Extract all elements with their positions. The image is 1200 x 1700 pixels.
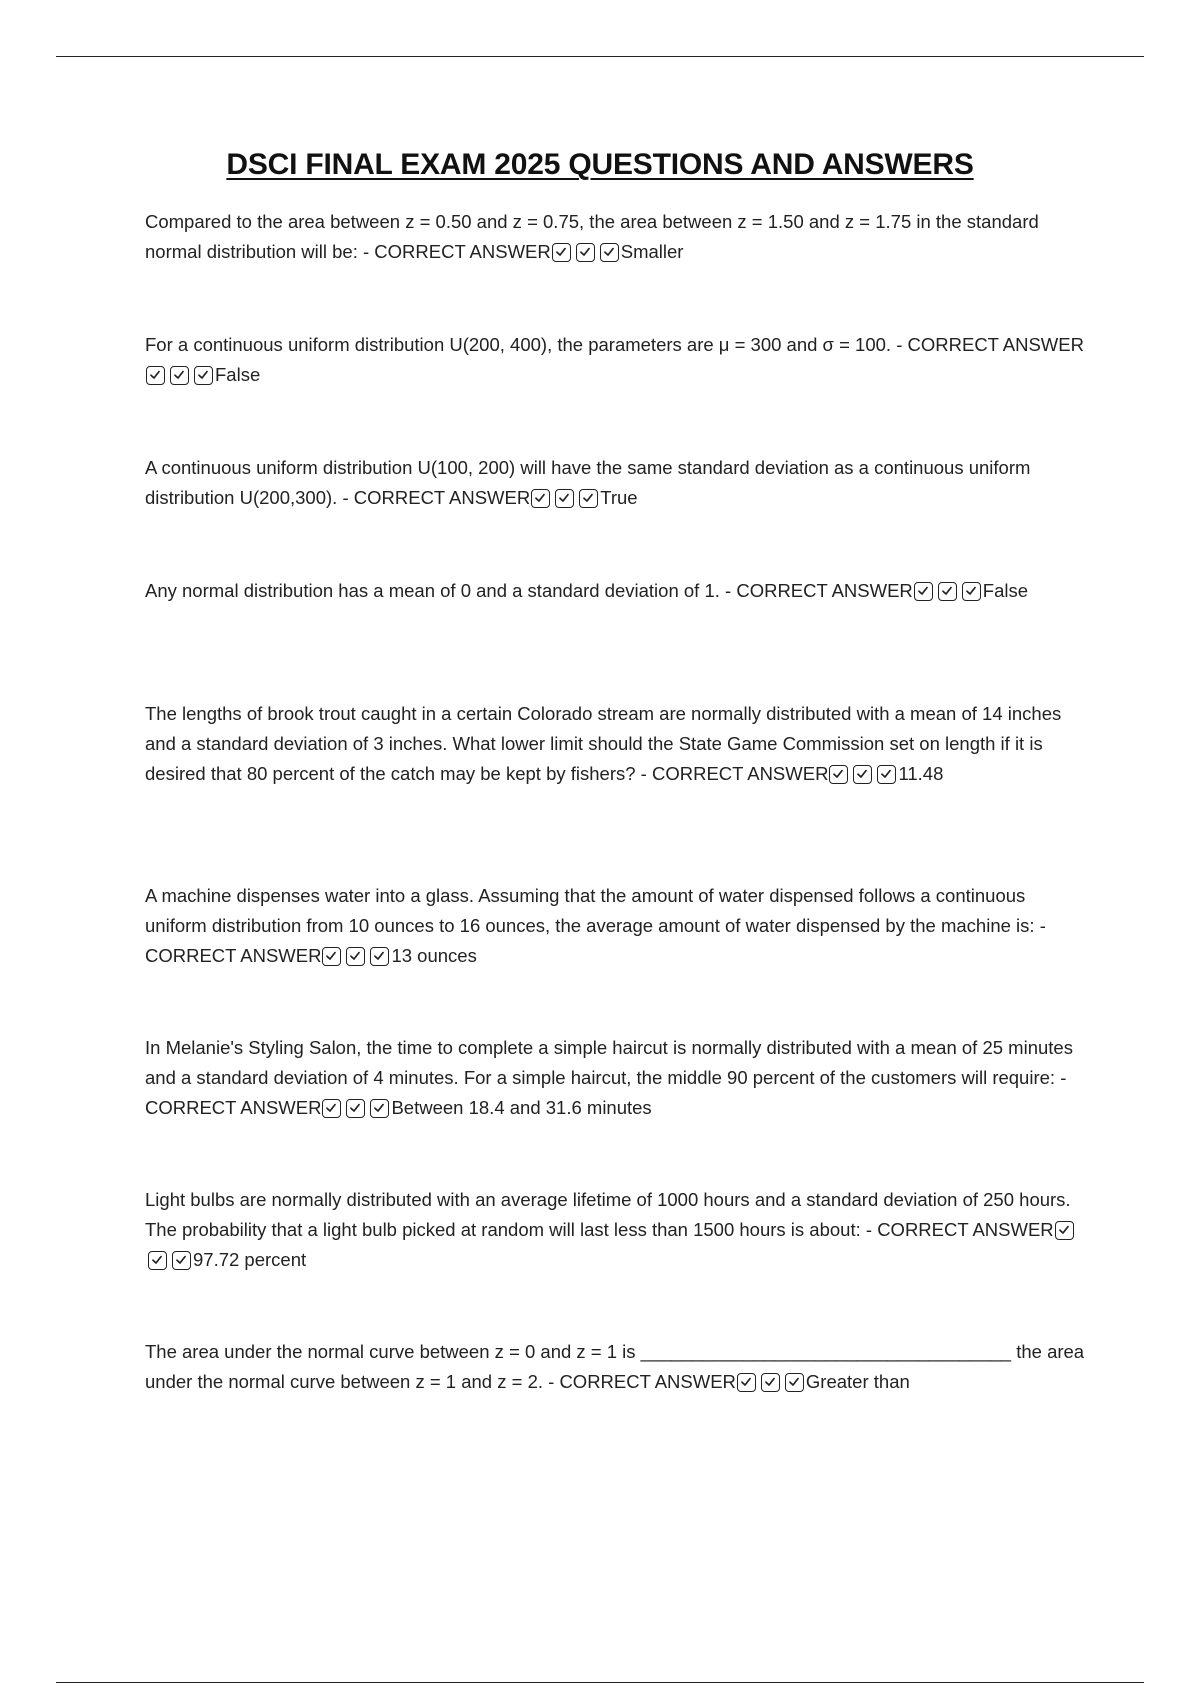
qa-item <box>145 699 1085 789</box>
checkmarks <box>145 364 215 385</box>
checkbox-checked-icon <box>785 1373 804 1392</box>
answer-text: True <box>600 487 638 508</box>
answer-text: False <box>982 580 1029 601</box>
qa-item <box>145 330 1085 390</box>
qa-item <box>145 1185 1085 1275</box>
checkmarks <box>736 1371 806 1392</box>
qa-item <box>145 1033 1085 1123</box>
checkbox-checked-icon <box>370 1099 389 1118</box>
bottom-rule <box>56 1682 1144 1683</box>
question-text: A continuous uniform distribution U(100, 200) will have the same standard deviation as a continuous uniform distribution U(200,300). <box>145 457 1031 508</box>
correct-answer-marker: - CORRECT ANSWER <box>865 1219 1054 1240</box>
checkbox-checked-icon <box>322 1099 341 1118</box>
question-text: A machine dispenses water into a glass. Assuming that the amount of water dispensed follows a continuous uniform distribution from 10 ounces to 16 ounces, the average amount of water dispensed by the machine is: <box>145 885 1035 936</box>
answer-text: Greater than <box>805 1371 910 1392</box>
qa-item <box>145 576 1085 606</box>
top-rule <box>56 56 1144 57</box>
checkmarks <box>828 763 898 784</box>
question-text: Compared to the area between z = 0.50 and z = 0.75, the area between z = 1.50 and z = 1.75 in the standard normal distribution will be: <box>145 211 1039 262</box>
checkbox-checked-icon <box>346 947 365 966</box>
checkmarks <box>551 241 621 262</box>
checkbox-checked-icon <box>170 366 189 385</box>
qa-item <box>145 453 1085 513</box>
correct-answer-marker: - CORRECT ANSWER <box>896 334 1084 355</box>
checkbox-checked-icon <box>761 1373 780 1392</box>
document-title: DSCI FINAL EXAM 2025 QUESTIONS AND ANSWERS <box>226 148 974 181</box>
checkbox-checked-icon <box>579 489 598 508</box>
checkbox-checked-icon <box>737 1373 756 1392</box>
correct-answer-marker: - CORRECT ANSWER <box>145 915 1046 966</box>
question-text: Any normal distribution has a mean of 0 and a standard deviation of 1. <box>145 580 720 601</box>
checkbox-checked-icon <box>531 489 550 508</box>
question-text: For a continuous uniform distribution U(200, 400), the parameters are μ = 300 and σ = 100. <box>145 334 892 355</box>
checkbox-checked-icon <box>1055 1221 1074 1240</box>
correct-answer-marker: - CORRECT ANSWER <box>640 763 829 784</box>
checkbox-checked-icon <box>194 366 213 385</box>
checkbox-checked-icon <box>914 582 933 601</box>
answer-text: False <box>215 364 261 385</box>
qa-item <box>145 881 1085 971</box>
checkbox-checked-icon <box>148 1251 167 1270</box>
checkbox-checked-icon <box>938 582 957 601</box>
answer-text: 13 ounces <box>391 945 477 966</box>
answer-text: 97.72 percent <box>193 1249 307 1270</box>
correct-answer-marker: - CORRECT ANSWER <box>725 580 913 601</box>
checkbox-checked-icon <box>146 366 165 385</box>
checkbox-checked-icon <box>370 947 389 966</box>
checkmarks <box>321 1097 391 1118</box>
answer-text: 11.48 <box>898 763 944 784</box>
checkbox-checked-icon <box>853 765 872 784</box>
checkmarks <box>321 945 391 966</box>
checkbox-checked-icon <box>829 765 848 784</box>
checkbox-checked-icon <box>322 947 341 966</box>
question-text: In Melanie's Styling Salon, the time to complete a simple haircut is normally distributed with a mean of 25 minutes and a standard deviation of 4 minutes. For a simple haircut, the middle 90 percent of the customers will require: <box>145 1037 1073 1088</box>
checkbox-checked-icon <box>600 243 619 262</box>
checkbox-checked-icon <box>555 489 574 508</box>
checkbox-checked-icon <box>576 243 595 262</box>
qa-item <box>145 1337 1085 1397</box>
answer-text: Smaller <box>620 241 684 262</box>
question-text: The area under the normal curve between z = 0 and z = 1 is ____________________________________ the area under the normal curve between z = 1 and z = 2. <box>145 1341 1085 1392</box>
correct-answer-marker: - CORRECT ANSWER <box>362 241 551 262</box>
checkmarks <box>913 580 983 601</box>
checkbox-checked-icon <box>877 765 896 784</box>
checkbox-checked-icon <box>552 243 571 262</box>
checkbox-checked-icon <box>346 1099 365 1118</box>
correct-answer-marker: - CORRECT ANSWER <box>342 487 531 508</box>
question-text: The lengths of brook trout caught in a certain Colorado stream are normally distributed with a mean of 14 inches and a standard deviation of 3 inches. What lower limit should the State Game Commission set on length if it is desired that 80 percent of the catch may be kept by fishers? <box>145 703 1062 784</box>
correct-answer-marker: - CORRECT ANSWER <box>548 1371 736 1392</box>
answer-text: Between 18.4 and 31.6 minutes <box>391 1097 652 1118</box>
question-text: Light bulbs are normally distributed with an average lifetime of 1000 hours and a standard deviation of 250 hours. The probability that a light bulb picked at random will last less than 1500 hours is about: <box>145 1189 1071 1240</box>
checkbox-checked-icon <box>962 582 981 601</box>
qa-item <box>145 207 1085 267</box>
correct-answer-marker: - CORRECT ANSWER <box>145 1067 1067 1118</box>
checkbox-checked-icon <box>172 1251 191 1270</box>
checkmarks <box>530 487 600 508</box>
